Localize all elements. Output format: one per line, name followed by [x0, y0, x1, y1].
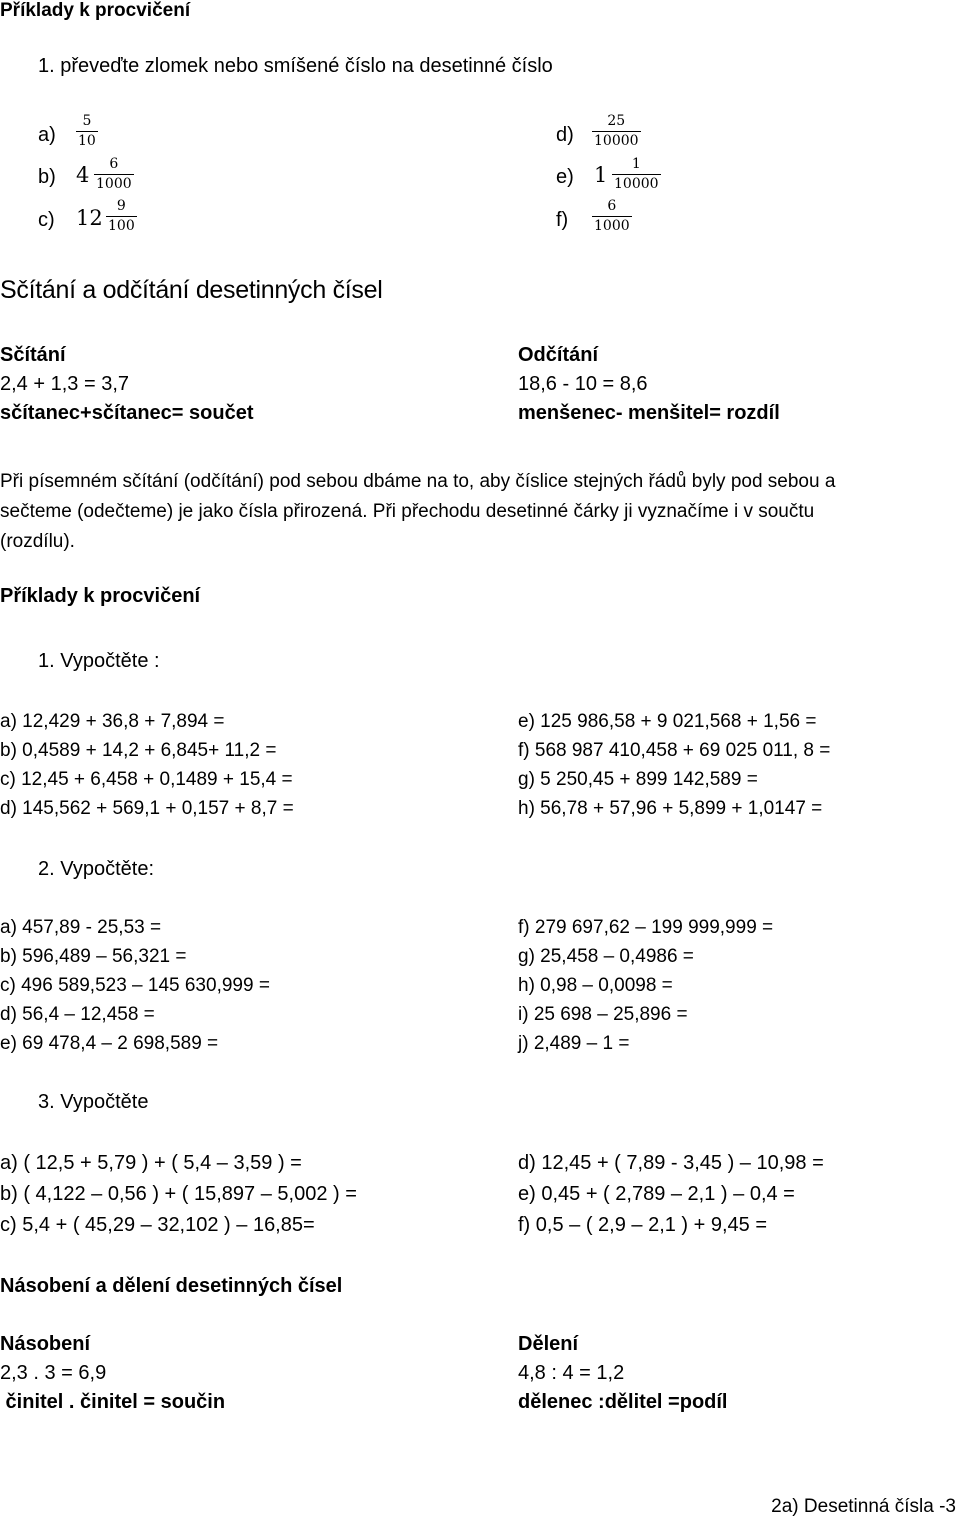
denominator: 10000 [594, 133, 639, 149]
multiplication-terms: činitel . činitel = součin [0, 1391, 226, 1413]
exercise-item: f) 568 987 410,458 + 69 025 011, 8 = [518, 740, 831, 761]
exercise-item: e) 69 478,4 – 2 698,589 = [0, 1033, 219, 1054]
exercise-item: b) ( 4,122 – 0,56 ) + ( 15,897 – 5,002 ) = [0, 1183, 357, 1205]
item-label: d) [556, 124, 574, 146]
exercise-item: c) 5,4 + ( 45,29 – 32,102 ) – 16,85= [0, 1214, 315, 1236]
exercise-item: h) 56,78 + 57,96 + 5,899 + 1,0147 = [518, 798, 823, 819]
exercise-1-right-column [518, 707, 830, 823]
multiplication-example: 2,3 . 3 = 6,9 [0, 1362, 107, 1384]
explanation-line: (rozdílu). [0, 531, 75, 552]
explanation-line: Při písemném sčítání (odčítání) pod sebou dbáme na to, aby číslice stejných řádů byly pod sebou a [0, 471, 836, 492]
exercise-item: d) 145,562 + 569,1 + 0,157 + 8,7 = [0, 798, 294, 819]
exercise-item: d) 12,45 + ( 7,89 - 3,45 ) – 10,98 = [518, 1152, 824, 1174]
fraction [612, 156, 661, 192]
exercise-item: j) 2,489 – 1 = [518, 1033, 630, 1054]
exercise-item: e) 0,45 + ( 2,789 – 2,1 ) – 0,4 = [518, 1183, 795, 1205]
denominator: 1000 [594, 218, 630, 234]
exercise-item: g) 5 250,45 + 899 142,589 = [518, 769, 758, 790]
subtraction-terms: menšenec- menšitel= rozdíl [518, 402, 780, 424]
subtraction-block [518, 341, 780, 428]
fraction-bar [612, 174, 661, 175]
denominator: 100 [108, 218, 135, 234]
exercise-item: f) 279 697,62 – 199 999,999 = [518, 917, 774, 938]
exercise-item: a) 457,89 - 25,53 = [0, 917, 162, 938]
exercise-3-title: 3. Vypočtěte [38, 1091, 149, 1113]
fraction [592, 113, 641, 149]
exercise-item: b) 0,4589 + 14,2 + 6,845+ 11,2 = [0, 740, 277, 761]
item-label: a) [38, 124, 56, 146]
exercise-2-right-column [518, 913, 773, 1058]
whole-part: 4 [76, 163, 90, 187]
addition-block [0, 341, 253, 428]
fraction [106, 198, 137, 234]
addition-terms: sčítanec+sčítanec= součet [0, 402, 254, 424]
exercise-item: e) 125 986,58 + 9 021,568 + 1,56 = [518, 711, 817, 732]
division-block [518, 1330, 728, 1417]
section-heading-muldiv: Násobení a dělení desetinných čísel [0, 1275, 343, 1297]
item-label: e) [556, 166, 574, 188]
page-footer: 2a) Desetinná čísla -3 [771, 1496, 956, 1517]
numerator: 9 [116, 198, 126, 214]
numerator: 25 [607, 113, 626, 129]
item-label: b) [38, 166, 56, 188]
task-1-instruction: 1. převeďte zlomek nebo smíšené číslo na desetinné číslo [38, 55, 553, 77]
explanation-line: sečteme (odečteme) je jako čísla přirozená. Při přechodu desetinné čárky ji vyznačíme i v součtu [0, 501, 815, 522]
addition-example: 2,4 + 1,3 = 3,7 [0, 373, 129, 395]
denominator: 10 [78, 133, 96, 149]
multiplication-title: Násobení [0, 1333, 91, 1355]
whole-part: 12 [76, 206, 103, 230]
fraction [76, 113, 98, 149]
exercise-item: b) 596,489 – 56,321 = [0, 946, 187, 967]
denominator: 10000 [614, 176, 659, 192]
fraction-bar [94, 174, 134, 175]
exercise-item: h) 0,98 – 0,0098 = [518, 975, 673, 996]
exercise-item: a) 12,429 + 36,8 + 7,894 = [0, 711, 225, 732]
page-title: Příklady k procvičení [0, 0, 191, 21]
division-title: Dělení [518, 1333, 579, 1355]
exercise-3-right-column [518, 1148, 824, 1241]
numerator: 6 [109, 156, 119, 172]
exercise-1-title: 1. Vypočtěte : [38, 650, 160, 672]
subtraction-example: 18,6 - 10 = 8,6 [518, 373, 648, 395]
fraction-bar [106, 216, 137, 217]
exercise-item: c) 12,45 + 6,458 + 0,1489 + 15,4 = [0, 769, 293, 790]
whole-part: 1 [594, 163, 608, 187]
exercise-2-left-column [0, 913, 270, 1058]
exercise-item: g) 25,458 – 0,4986 = [518, 946, 694, 967]
explanation-paragraph [0, 467, 950, 557]
exercise-2-title: 2. Vypočtěte: [38, 858, 154, 880]
exercise-3-left-column [0, 1148, 357, 1241]
fraction [94, 156, 134, 192]
item-label: f) [556, 209, 569, 231]
exercise-1-left-column [0, 707, 294, 823]
numerator: 5 [82, 113, 92, 129]
exercise-item: f) 0,5 – ( 2,9 – 2,1 ) + 9,45 = [518, 1214, 768, 1236]
fraction-bar [592, 131, 641, 132]
addition-title: Sčítání [0, 344, 66, 366]
division-terms: dělenec :dělitel =podíl [518, 1391, 728, 1413]
fraction [592, 198, 632, 234]
division-example: 4,8 : 4 = 1,2 [518, 1362, 625, 1384]
subtraction-title: Odčítání [518, 344, 599, 366]
exercise-item: c) 496 589,523 – 145 630,999 = [0, 975, 270, 996]
exercise-item: d) 56,4 – 12,458 = [0, 1004, 155, 1025]
practice-heading: Příklady k procvičení [0, 585, 201, 607]
fraction-bar [76, 131, 98, 132]
denominator: 1000 [96, 176, 132, 192]
fraction-bar [592, 216, 632, 217]
numerator: 1 [631, 156, 641, 172]
multiplication-block [0, 1330, 225, 1417]
item-label: c) [38, 209, 55, 231]
numerator: 6 [607, 198, 617, 214]
exercise-item: a) ( 12,5 + 5,79 ) + ( 5,4 – 3,59 ) = [0, 1152, 302, 1174]
exercise-item: i) 25 698 – 25,896 = [518, 1004, 688, 1025]
section-heading-addsub: Sčítání a odčítání desetinných čísel [0, 276, 383, 304]
